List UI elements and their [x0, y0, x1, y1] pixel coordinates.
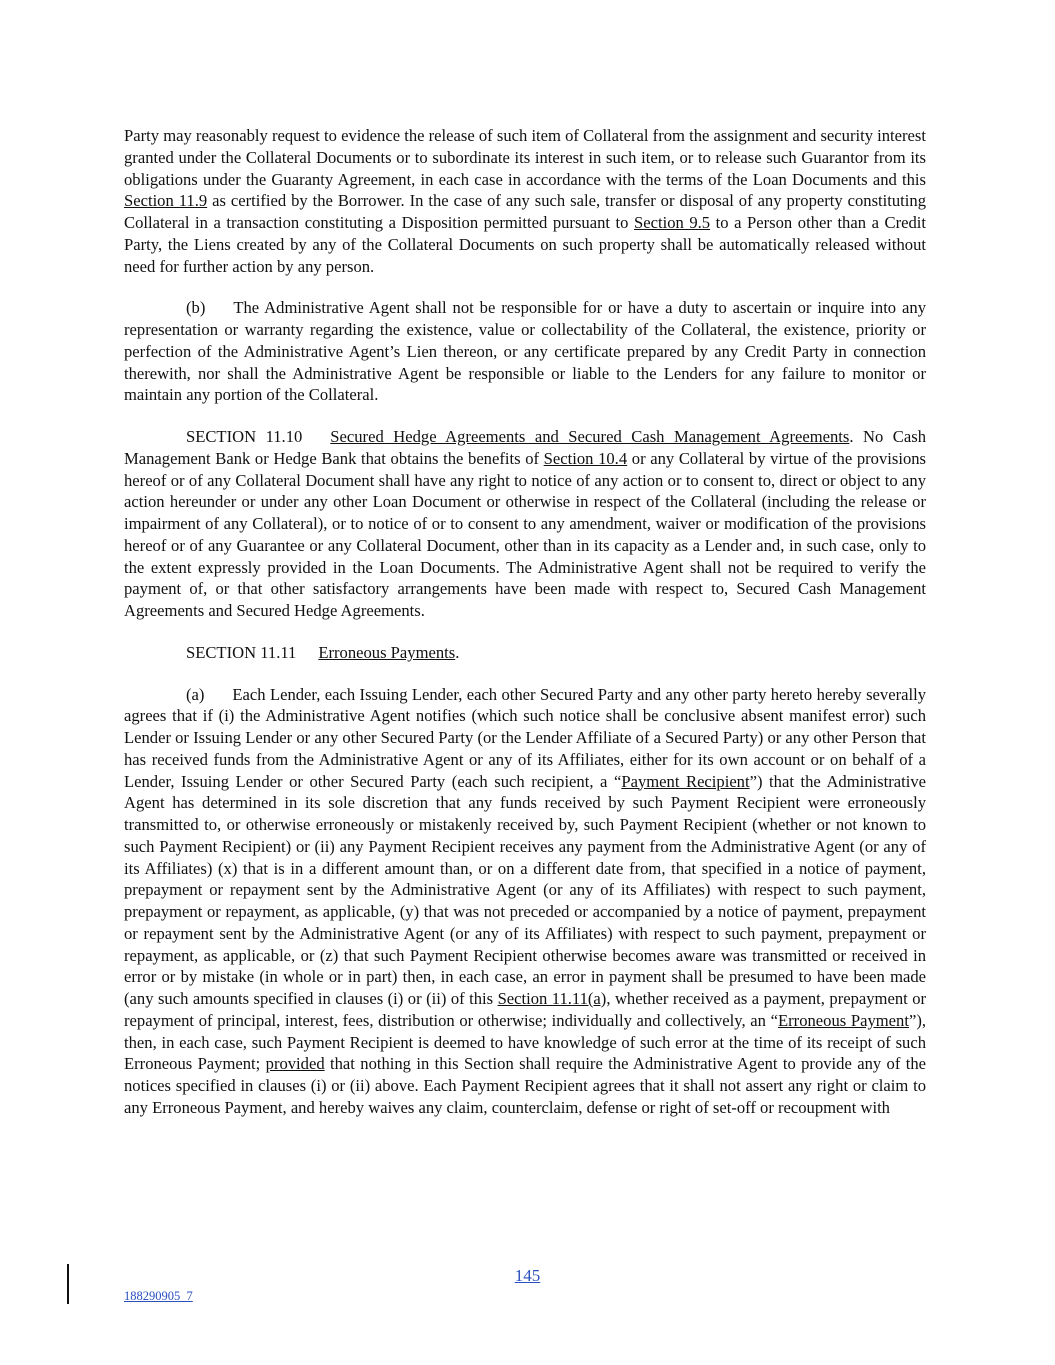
section-reference: Section 11.9	[124, 191, 208, 211]
text-run: ”), then, in each case, such Payment Recipient is deemed to have knowledge of such error at the time of its receipt of such Erroneous Payment;	[124, 1010, 927, 1074]
text-run: Each Lender, each Issuing Lender, each other Secured Party and any other party hereto hereby severally agrees that if (i) the Administrative Agent notifies (which such notice shall be conclusive absent manifest error) such Lender or Issuing Lender or any other Secured Party (or the Lender Affiliate of a Secured Party) or any other Person that has received funds from the Administrative Agent or any of its Affiliates, either for its own account or on behalf of a Lender, Issuing Lender or other Secured Party (each such recipient, a “	[124, 684, 926, 791]
section-title: Erroneous Payments	[318, 642, 456, 662]
paragraph-release-collateral	[124, 125, 926, 277]
clause-label: (a)	[186, 684, 205, 704]
text-run: ”) that the Administrative Agent has determined in its sole discretion that any funds received by such Payment Recipient were erroneously transmitted to, or otherwise erroneously or mistakenly received by, such Payment Recipient (whether or not known to such Payment Recipient) or (ii) any Payment Recipient receives any payment from the Administrative Agent (or any of its Affiliates) (x) that is in a different amount than, or on a different date from, that specified in a notice of payment, prepayment or repayment sent by the Administrative Agent (or any of its Affiliates) with respect to such payment, prepayment or repayment, as applicable, (y) that was not preceded or accompanied by a notice of payment, prepayment or repayment sent by the Administrative Agent (or any of its Affiliates) with respect to such payment, prepayment or repayment, as applicable, or (z) that such Payment Recipient otherwise becomes aware was transmitted or received in error or by mistake (in whole or in part) then, in each case, an error in payment shall be presumed to have been made (any such amounts specified in clauses (i) or (ii) of this	[124, 771, 926, 1008]
paragraph-a	[124, 684, 926, 1119]
defined-term: Payment Recipient	[621, 771, 750, 791]
defined-term: Erroneous Payment	[778, 1010, 909, 1030]
section-11-10: SECTION 11.10 Secured Hedge Agreements and Secured Cash Management Agreements. No Cash Management Bank or Hedge Bank that obtains the benefits of Section 10.4 or any Collateral by virtue of the provisions hereof or of any Collateral Document shall have any right to notice of any action or to consent to, direct or object to any action hereunder or under any other Loan Document or otherwise in respect of the Collateral (including the release or impairment of any Collateral), or to notice of or to consent to any amendment, waiver or modification of the provisions hereof or of any Guarantee or any Collateral Document, other than in its capacity as a Lender and, in such case, only to the extent expressly provided in the Loan Documents. The Administrative Agent shall not be required to verify the payment of, or that other satisfactory arrangements have been made with respect to, Secured Cash Management Agreements and Secured Hedge Agreements.	[124, 427, 927, 620]
document-body	[124, 125, 926, 1139]
section-number: SECTION 11.10	[186, 427, 303, 446]
section-reference: Section 10.4	[543, 448, 628, 468]
clause-label: (b)	[186, 298, 206, 318]
page-number[interactable]	[0, 1266, 1055, 1286]
text-run: that nothing in this Section shall require the Administrative Agent to provide any of the notices specified in clauses (i) or (ii) above. Each Payment Recipient agrees that it shall not assert any right or claim to any Erroneous Payment, and hereby waives any claim, counterclaim, defense or right of set-off or recoupment with	[124, 1054, 927, 1117]
page-number-link[interactable]: 145	[514, 1266, 541, 1285]
text-run: The Administrative Agent shall not be responsible for or have a duty to ascertain or inquire into any representation or warranty regarding the existence, value or collectability of the Collateral, the existence, priority or perfection of the Administrative Agent’s Lien thereon, or any certificate prepared by any Credit Party in connection therewith, nor shall the Administrative Agent be responsible or liable to the Lenders for any failure to monitor or maintain any portion of the Collateral.	[124, 298, 926, 405]
document-id[interactable]: 188290905_7	[124, 1289, 193, 1303]
text-run: No Cash Management Bank or Hedge Bank that obtains the benefits of	[124, 427, 926, 468]
text-run: Party may reasonably request to evidence the release of such item of Collateral from the assignment and security interest granted under the Collateral Documents or to subordinate its interest in such item, or to release such Guarantor from its obligations under the Guaranty Agreement, in each case in accordance with the terms of the Loan Documents and this	[124, 126, 926, 189]
section-11-11-heading: SECTION 11.11 Erroneous Payments.	[186, 642, 460, 662]
text-run: whether received as a payment, prepayment or repayment of principal, interest, fees, distribution or otherwise; individually and collectively, an “	[124, 989, 927, 1030]
paragraph-b	[124, 297, 926, 406]
text-run: to a Person other than a Credit Party, the Liens created by any of the Collateral Documents on such property shall be automatically released without need for further action by any person.	[124, 213, 926, 276]
text-run: or any Collateral by virtue of the provisions hereof or of any Collateral Document shall have any right to notice of any action or to consent to, direct or object to any action hereunder or under any other Loan Document or otherwise in respect of the Collateral (including the release or impairment of any Collateral), or to notice of or to consent to any amendment, waiver or modification of the provisions hereof or of any Guarantee or any Collateral Document, other than in its capacity as a Lender and, in such case, only to the extent expressly provided in the Loan Documents. The Administrative Agent shall not be required to verify the payment of, or that other satisfactory arrangements have been made with respect to, Secured Cash Management Agreements and Secured Hedge Agreements.	[124, 448, 927, 620]
section-title: Secured Hedge Agreements and Secured Cash Management Agreements	[330, 427, 850, 446]
section-reference: Section 9.5	[634, 213, 711, 232]
text-run: as certified by the Borrower. In the case of any such sale, transfer or disposal of any property constituting Collateral in a transaction constituting a Disposition permitted pursuant to	[124, 191, 926, 232]
defined-term: provided	[265, 1054, 325, 1074]
section-reference: Section 11.11(a),	[497, 989, 611, 1008]
section-number: SECTION 11.11	[186, 642, 297, 662]
